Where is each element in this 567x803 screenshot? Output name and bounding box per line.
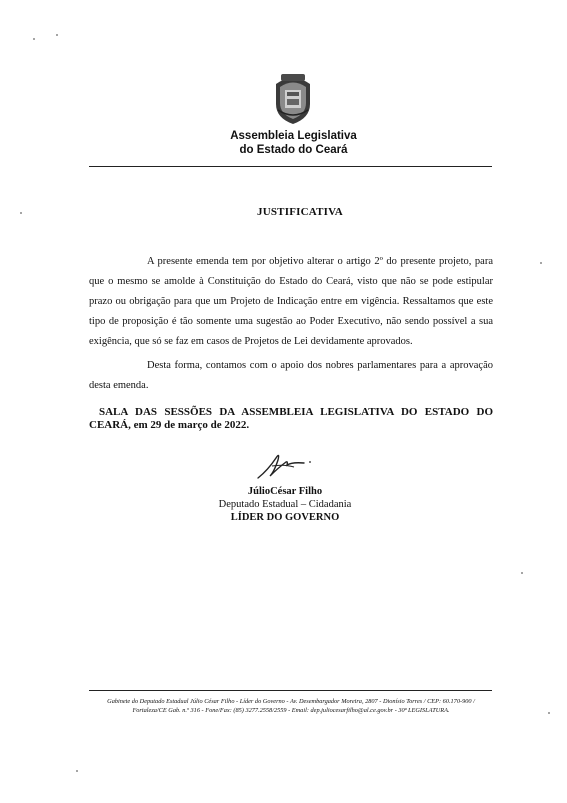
scan-speck	[33, 38, 35, 40]
institution-state: do Estado do Ceará	[239, 144, 348, 156]
scan-speck	[548, 712, 550, 714]
signatory-position: LÍDER DO GOVERNO	[230, 512, 340, 523]
body-paragraph-1: A presente emenda tem por objetivo alterar o artigo 2º do presente projeto, para que o mesmo se amolde à Constituição do Estado do Ceará, visto que não se pode estipular prazo ou obrigação para que um Projeto de Indicação entre em vigência. Ressaltamos que este tipo de proposição é tão somente uma sugestão ao Poder Executivo, não sendo possível a sua exigência, que só se faz em casos de Projetos de Lei devidamente aprovados.	[89, 256, 493, 347]
scan-speck	[540, 262, 542, 264]
scan-speck	[56, 34, 58, 36]
signature-icon	[254, 448, 316, 482]
institution-name: Assembleia Legislativa	[230, 130, 357, 142]
scan-speck	[76, 770, 78, 772]
session-closing: SALA DAS SESSÕES DA ASSEMBLEIA LEGISLATIVA DO ESTADO DO CEARÁ, em 29 de março de 2022.	[89, 406, 493, 431]
signatory-role: Deputado Estadual – Cidadania	[218, 499, 352, 510]
scan-speck	[521, 572, 523, 574]
footer-contact: Fortaleza/CE Gab. n.º 316 - Fone/Fax: (85) 3277.2558/2559 - Email: dep.juliocesarfilho@al.ce.gov.br - 30ª LEGISLATURA.	[132, 707, 450, 714]
state-coat-of-arms-icon	[268, 70, 318, 126]
header-divider	[89, 166, 492, 167]
footer-divider	[89, 690, 492, 691]
body-paragraph-2: Desta forma, contamos com o apoio dos nobres parlamentares para a aprovação desta emenda.	[89, 360, 493, 391]
footer-address: Gabinete do Deputado Estadual Júlio César Filho - Líder do Governo - Av. Desembargador Moreira, 2807 - Dionísio Torres / CEP: 60.170-900 /	[107, 698, 475, 705]
signatory-name: JúlioCésar Filho	[247, 486, 323, 497]
scan-speck	[20, 212, 22, 214]
document-title: JUSTIFICATIVA	[257, 206, 343, 218]
